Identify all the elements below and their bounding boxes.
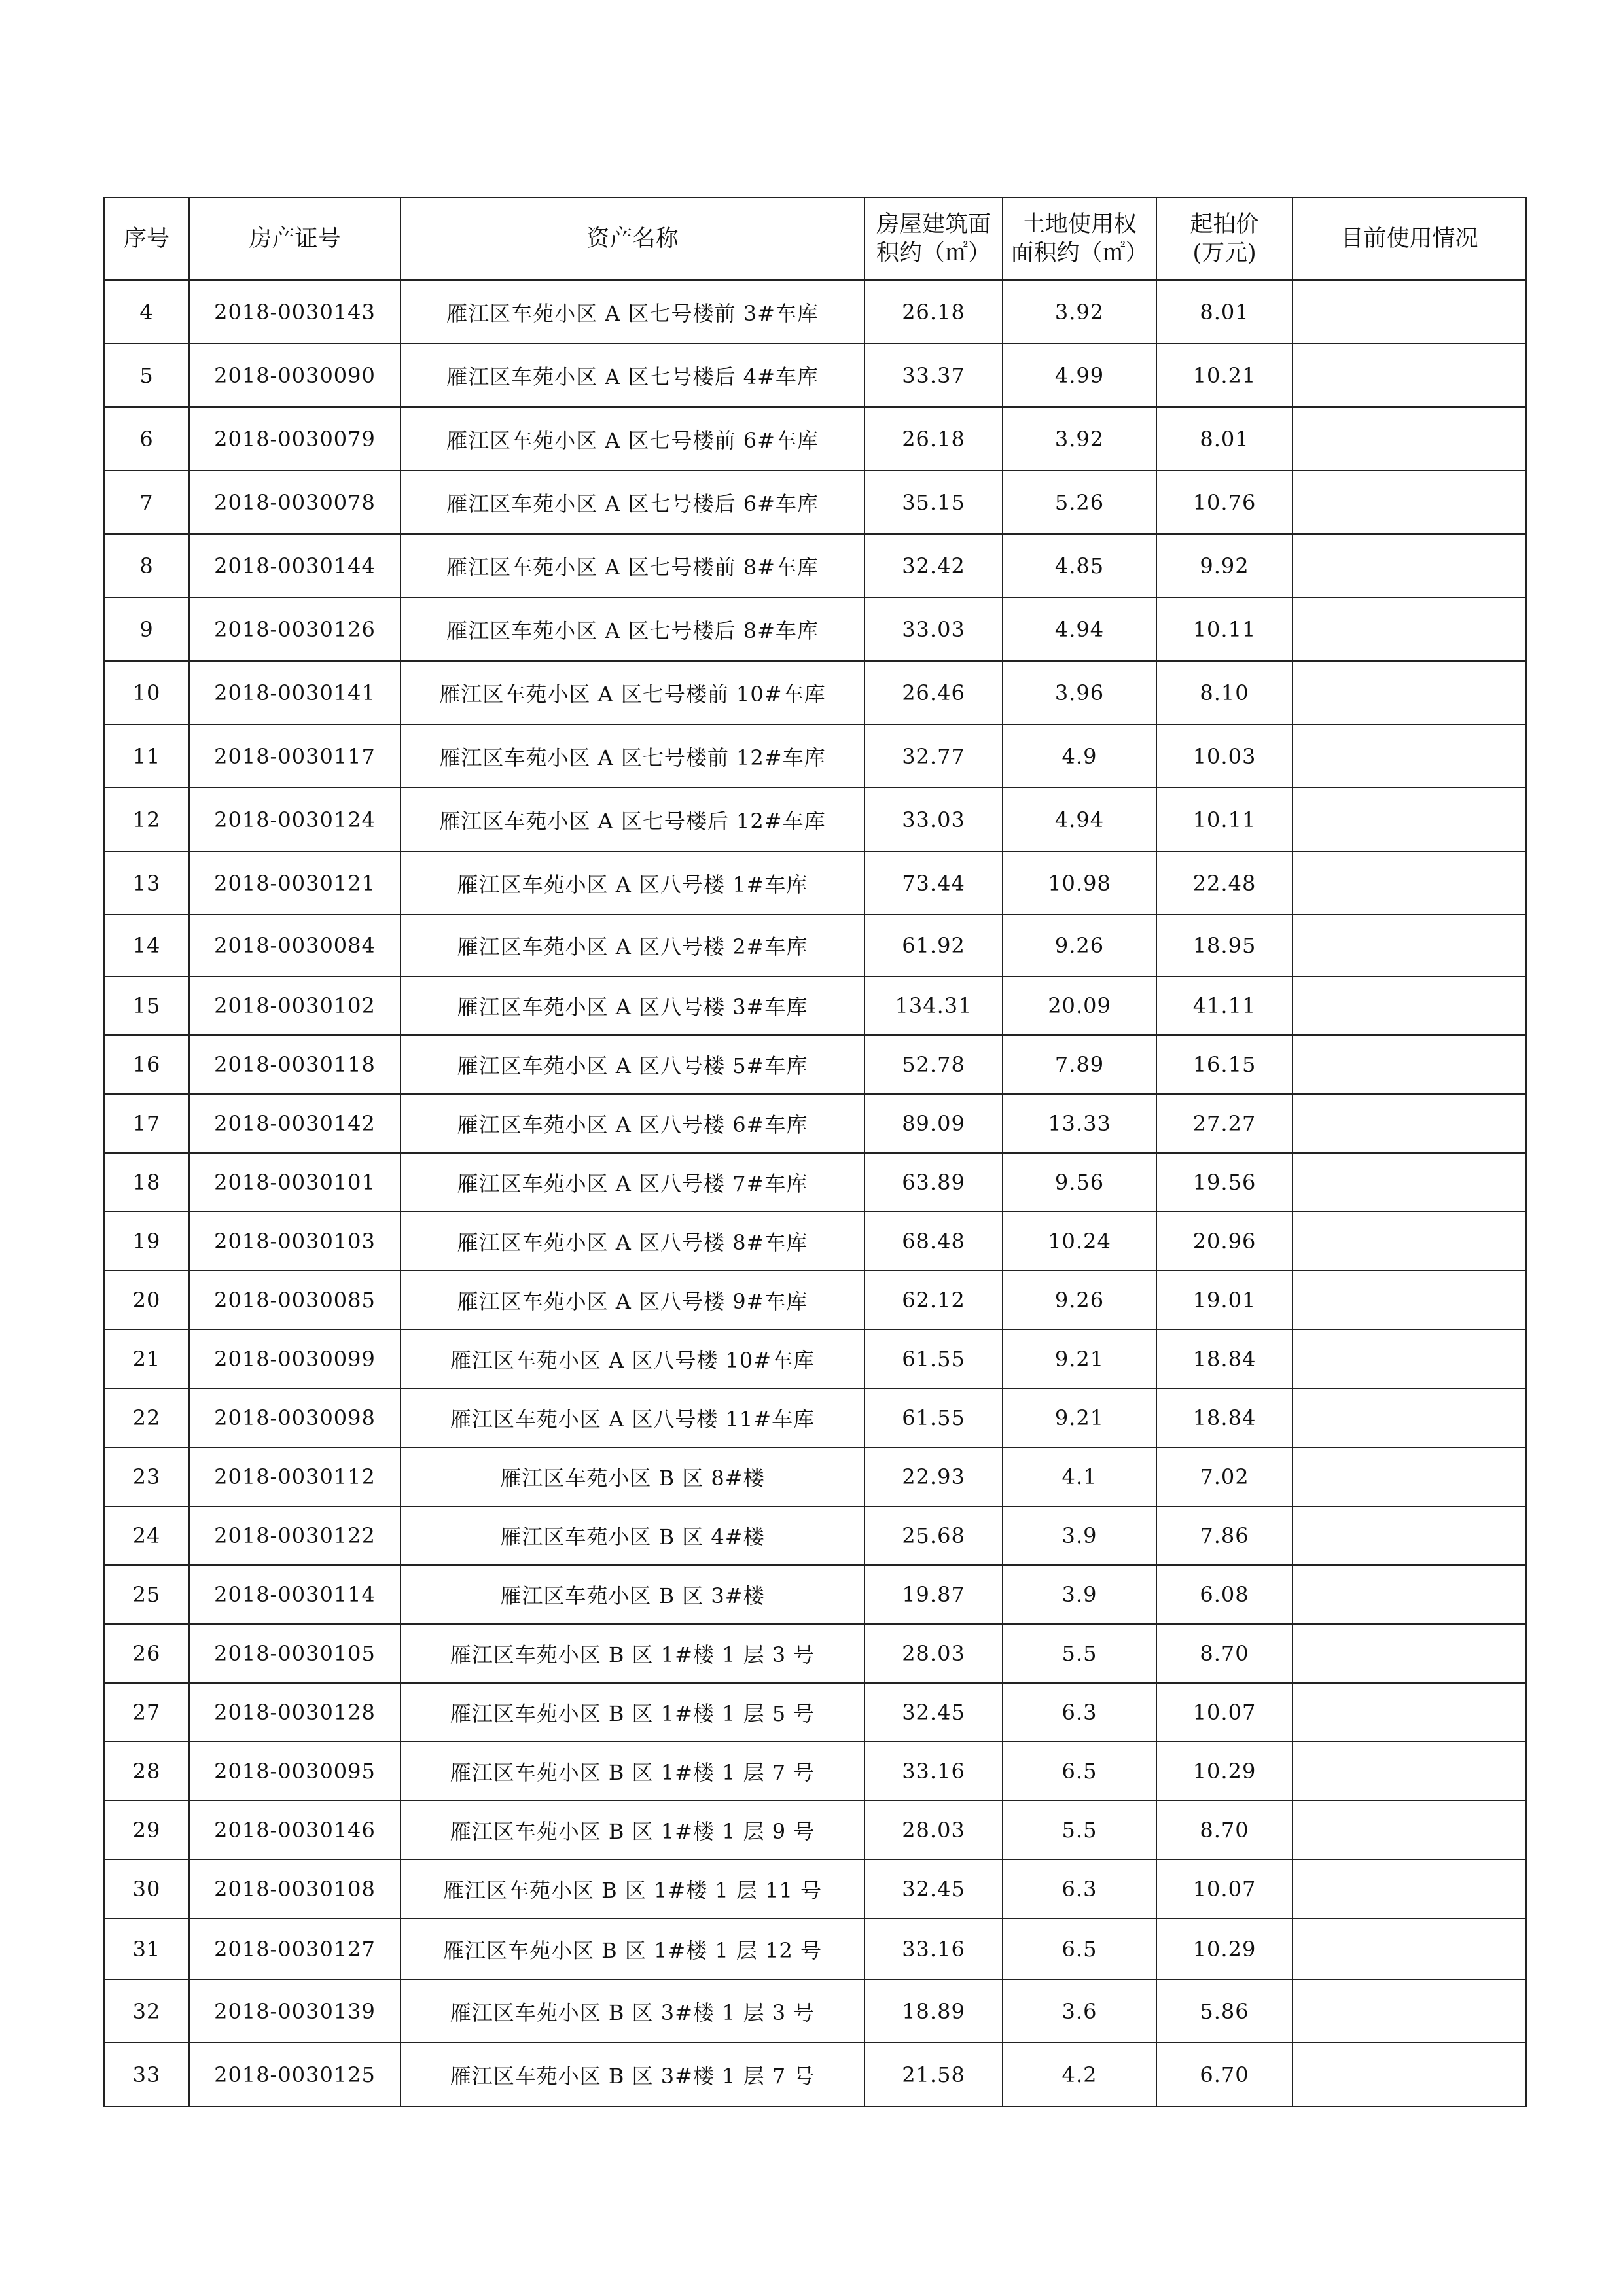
cell-land-area: 3.9 xyxy=(1003,1565,1156,1624)
cell-current-usage xyxy=(1293,597,1526,661)
cell-starting-price: 10.21 xyxy=(1156,344,1293,407)
cell-starting-price: 18.95 xyxy=(1156,915,1293,976)
cell-asset-name: 雁江区车苑小区 A 区八号楼 11#车库 xyxy=(401,1388,865,1447)
header-row xyxy=(104,198,1526,280)
cell-current-usage xyxy=(1293,1153,1526,1212)
cell-cert-number: 2018-0030102 xyxy=(189,976,401,1035)
cell-cert-number: 2018-0030117 xyxy=(189,724,401,788)
cell-starting-price: 10.29 xyxy=(1156,1742,1293,1801)
cell-cert-number: 2018-0030143 xyxy=(189,280,401,344)
cell-seq: 16 xyxy=(104,1035,189,1094)
cell-asset-name: 雁江区车苑小区 B 区 1#楼 1 层 12 号 xyxy=(401,1918,865,1979)
cell-building-area: 26.18 xyxy=(865,280,1003,344)
cell-starting-price: 5.86 xyxy=(1156,1979,1293,2043)
cell-land-area: 9.26 xyxy=(1003,1271,1156,1330)
cell-cert-number: 2018-0030141 xyxy=(189,661,401,724)
table-row xyxy=(104,1330,1526,1388)
cell-seq: 32 xyxy=(104,1979,189,2043)
header-current-usage: 目前使用情况 xyxy=(1293,198,1526,280)
cell-current-usage xyxy=(1293,1388,1526,1447)
cell-seq: 20 xyxy=(104,1271,189,1330)
cell-asset-name: 雁江区车苑小区 A 区七号楼后 12#车库 xyxy=(401,788,865,851)
cell-seq: 19 xyxy=(104,1212,189,1271)
cell-starting-price: 8.01 xyxy=(1156,407,1293,470)
cell-asset-name: 雁江区车苑小区 B 区 8#楼 xyxy=(401,1447,865,1506)
header-seq: 序号 xyxy=(104,198,189,280)
header-starting-price-line2: (万元) xyxy=(1192,240,1257,266)
table-row xyxy=(104,1801,1526,1860)
cell-building-area: 18.89 xyxy=(865,1979,1003,2043)
cell-current-usage xyxy=(1293,534,1526,597)
cell-starting-price: 22.48 xyxy=(1156,851,1293,915)
table-row xyxy=(104,407,1526,470)
cell-asset-name: 雁江区车苑小区 A 区八号楼 5#车库 xyxy=(401,1035,865,1094)
header-land-area-line2: 面积约（㎡） xyxy=(1010,240,1149,266)
cell-seq: 6 xyxy=(104,407,189,470)
header-land-area xyxy=(1003,198,1156,280)
cell-land-area: 5.5 xyxy=(1003,1624,1156,1683)
cell-seq: 18 xyxy=(104,1153,189,1212)
cell-asset-name: 雁江区车苑小区 A 区八号楼 9#车库 xyxy=(401,1271,865,1330)
table-row xyxy=(104,1153,1526,1212)
cell-asset-name: 雁江区车苑小区 A 区八号楼 3#车库 xyxy=(401,976,865,1035)
asset-table xyxy=(103,197,1527,2107)
cell-asset-name: 雁江区车苑小区 B 区 1#楼 1 层 7 号 xyxy=(401,1742,865,1801)
table-row xyxy=(104,976,1526,1035)
cell-cert-number: 2018-0030118 xyxy=(189,1035,401,1094)
cell-starting-price: 41.11 xyxy=(1156,976,1293,1035)
cell-building-area: 61.92 xyxy=(865,915,1003,976)
table-row xyxy=(104,1565,1526,1624)
table-row xyxy=(104,661,1526,724)
cell-building-area: 52.78 xyxy=(865,1035,1003,1094)
table-row xyxy=(104,1742,1526,1801)
cell-building-area: 33.03 xyxy=(865,788,1003,851)
cell-land-area: 9.26 xyxy=(1003,915,1156,976)
cell-cert-number: 2018-0030126 xyxy=(189,597,401,661)
cell-land-area: 6.5 xyxy=(1003,1918,1156,1979)
cell-land-area: 3.9 xyxy=(1003,1506,1156,1565)
cell-asset-name: 雁江区车苑小区 A 区八号楼 8#车库 xyxy=(401,1212,865,1271)
cell-building-area: 73.44 xyxy=(865,851,1003,915)
cell-starting-price: 6.70 xyxy=(1156,2043,1293,2106)
cell-asset-name: 雁江区车苑小区 B 区 1#楼 1 层 5 号 xyxy=(401,1683,865,1742)
cell-cert-number: 2018-0030095 xyxy=(189,1742,401,1801)
cell-building-area: 26.18 xyxy=(865,407,1003,470)
cell-cert-number: 2018-0030125 xyxy=(189,2043,401,2106)
cell-land-area: 7.89 xyxy=(1003,1035,1156,1094)
cell-land-area: 13.33 xyxy=(1003,1094,1156,1153)
cell-current-usage xyxy=(1293,1683,1526,1742)
cell-asset-name: 雁江区车苑小区 A 区七号楼后 4#车库 xyxy=(401,344,865,407)
cell-asset-name: 雁江区车苑小区 A 区七号楼后 8#车库 xyxy=(401,597,865,661)
cell-cert-number: 2018-0030112 xyxy=(189,1447,401,1506)
cell-land-area: 9.21 xyxy=(1003,1388,1156,1447)
cell-starting-price: 7.86 xyxy=(1156,1506,1293,1565)
table-row xyxy=(104,534,1526,597)
cell-building-area: 32.45 xyxy=(865,1860,1003,1918)
cell-cert-number: 2018-0030103 xyxy=(189,1212,401,1271)
cell-seq: 9 xyxy=(104,597,189,661)
cell-asset-name: 雁江区车苑小区 A 区七号楼前 8#车库 xyxy=(401,534,865,597)
table-row xyxy=(104,1683,1526,1742)
cell-land-area: 4.99 xyxy=(1003,344,1156,407)
table-row xyxy=(104,851,1526,915)
cell-building-area: 22.93 xyxy=(865,1447,1003,1506)
cell-land-area: 4.1 xyxy=(1003,1447,1156,1506)
cell-starting-price: 10.07 xyxy=(1156,1860,1293,1918)
cell-current-usage xyxy=(1293,1624,1526,1683)
cell-current-usage xyxy=(1293,1506,1526,1565)
header-starting-price xyxy=(1156,198,1293,280)
cell-seq: 4 xyxy=(104,280,189,344)
header-land-area-line1: 土地使用权 xyxy=(1022,211,1137,238)
cell-land-area: 10.98 xyxy=(1003,851,1156,915)
cell-starting-price: 16.15 xyxy=(1156,1035,1293,1094)
cell-asset-name: 雁江区车苑小区 B 区 3#楼 1 层 3 号 xyxy=(401,1979,865,2043)
cell-land-area: 6.5 xyxy=(1003,1742,1156,1801)
cell-seq: 10 xyxy=(104,661,189,724)
header-cert-number: 房产证号 xyxy=(189,198,401,280)
cell-land-area: 9.21 xyxy=(1003,1330,1156,1388)
cell-current-usage xyxy=(1293,1094,1526,1153)
cell-asset-name: 雁江区车苑小区 A 区七号楼前 10#车库 xyxy=(401,661,865,724)
cell-current-usage xyxy=(1293,407,1526,470)
cell-current-usage xyxy=(1293,1565,1526,1624)
cell-land-area: 6.3 xyxy=(1003,1683,1156,1742)
cell-asset-name: 雁江区车苑小区 B 区 1#楼 1 层 9 号 xyxy=(401,1801,865,1860)
cell-starting-price: 8.10 xyxy=(1156,661,1293,724)
cell-current-usage xyxy=(1293,1801,1526,1860)
cell-current-usage xyxy=(1293,1271,1526,1330)
table-row xyxy=(104,1918,1526,1979)
cell-building-area: 32.45 xyxy=(865,1683,1003,1742)
cell-building-area: 26.46 xyxy=(865,661,1003,724)
cell-building-area: 28.03 xyxy=(865,1624,1003,1683)
cell-current-usage xyxy=(1293,1330,1526,1388)
cell-cert-number: 2018-0030124 xyxy=(189,788,401,851)
cell-starting-price: 7.02 xyxy=(1156,1447,1293,1506)
cell-cert-number: 2018-0030114 xyxy=(189,1565,401,1624)
header-asset-name: 资产名称 xyxy=(401,198,865,280)
cell-land-area: 10.24 xyxy=(1003,1212,1156,1271)
cell-land-area: 3.96 xyxy=(1003,661,1156,724)
cell-building-area: 33.16 xyxy=(865,1918,1003,1979)
cell-asset-name: 雁江区车苑小区 B 区 1#楼 1 层 3 号 xyxy=(401,1624,865,1683)
cell-asset-name: 雁江区车苑小区 A 区七号楼前 3#车库 xyxy=(401,280,865,344)
cell-starting-price: 10.07 xyxy=(1156,1683,1293,1742)
table-row xyxy=(104,344,1526,407)
cell-seq: 8 xyxy=(104,534,189,597)
cell-building-area: 19.87 xyxy=(865,1565,1003,1624)
cell-current-usage xyxy=(1293,2043,1526,2106)
cell-building-area: 134.31 xyxy=(865,976,1003,1035)
cell-asset-name: 雁江区车苑小区 A 区七号楼前 6#车库 xyxy=(401,407,865,470)
cell-seq: 21 xyxy=(104,1330,189,1388)
cell-building-area: 68.48 xyxy=(865,1212,1003,1271)
cell-cert-number: 2018-0030108 xyxy=(189,1860,401,1918)
cell-asset-name: 雁江区车苑小区 A 区八号楼 2#车库 xyxy=(401,915,865,976)
cell-land-area: 4.94 xyxy=(1003,597,1156,661)
cell-seq: 28 xyxy=(104,1742,189,1801)
cell-seq: 25 xyxy=(104,1565,189,1624)
cell-cert-number: 2018-0030121 xyxy=(189,851,401,915)
table-row xyxy=(104,1271,1526,1330)
cell-starting-price: 8.70 xyxy=(1156,1801,1293,1860)
cell-building-area: 21.58 xyxy=(865,2043,1003,2106)
cell-building-area: 32.42 xyxy=(865,534,1003,597)
cell-current-usage xyxy=(1293,1918,1526,1979)
cell-seq: 27 xyxy=(104,1683,189,1742)
cell-asset-name: 雁江区车苑小区 A 区八号楼 1#车库 xyxy=(401,851,865,915)
cell-building-area: 32.77 xyxy=(865,724,1003,788)
cell-seq: 26 xyxy=(104,1624,189,1683)
table-header xyxy=(104,198,1526,280)
header-building-area xyxy=(865,198,1003,280)
cell-current-usage xyxy=(1293,788,1526,851)
table-row xyxy=(104,1388,1526,1447)
cell-asset-name: 雁江区车苑小区 A 区八号楼 6#车库 xyxy=(401,1094,865,1153)
cell-cert-number: 2018-0030099 xyxy=(189,1330,401,1388)
cell-current-usage xyxy=(1293,1035,1526,1094)
cell-seq: 22 xyxy=(104,1388,189,1447)
header-starting-price-line1: 起拍价 xyxy=(1190,211,1259,238)
cell-building-area: 61.55 xyxy=(865,1388,1003,1447)
cell-current-usage xyxy=(1293,915,1526,976)
cell-building-area: 63.89 xyxy=(865,1153,1003,1212)
cell-cert-number: 2018-0030122 xyxy=(189,1506,401,1565)
cell-starting-price: 10.03 xyxy=(1156,724,1293,788)
table-row xyxy=(104,724,1526,788)
cell-starting-price: 18.84 xyxy=(1156,1388,1293,1447)
cell-cert-number: 2018-0030090 xyxy=(189,344,401,407)
cell-asset-name: 雁江区车苑小区 B 区 3#楼 1 层 7 号 xyxy=(401,2043,865,2106)
table-body xyxy=(104,280,1526,2106)
cell-cert-number: 2018-0030085 xyxy=(189,1271,401,1330)
cell-land-area: 4.9 xyxy=(1003,724,1156,788)
cell-building-area: 28.03 xyxy=(865,1801,1003,1860)
cell-cert-number: 2018-0030084 xyxy=(189,915,401,976)
cell-cert-number: 2018-0030146 xyxy=(189,1801,401,1860)
cell-starting-price: 10.76 xyxy=(1156,470,1293,534)
cell-current-usage xyxy=(1293,1979,1526,2043)
cell-starting-price: 10.11 xyxy=(1156,597,1293,661)
cell-current-usage xyxy=(1293,976,1526,1035)
cell-land-area: 6.3 xyxy=(1003,1860,1156,1918)
cell-building-area: 33.03 xyxy=(865,597,1003,661)
cell-current-usage xyxy=(1293,1212,1526,1271)
cell-building-area: 89.09 xyxy=(865,1094,1003,1153)
cell-asset-name: 雁江区车苑小区 A 区八号楼 7#车库 xyxy=(401,1153,865,1212)
header-building-area-line1: 房屋建筑面 xyxy=(876,211,991,238)
cell-starting-price: 19.56 xyxy=(1156,1153,1293,1212)
cell-asset-name: 雁江区车苑小区 B 区 1#楼 1 层 11 号 xyxy=(401,1860,865,1918)
table-row xyxy=(104,1624,1526,1683)
cell-seq: 31 xyxy=(104,1918,189,1979)
cell-land-area: 5.5 xyxy=(1003,1801,1156,1860)
cell-starting-price: 10.11 xyxy=(1156,788,1293,851)
cell-cert-number: 2018-0030139 xyxy=(189,1979,401,2043)
table-row xyxy=(104,597,1526,661)
cell-land-area: 9.56 xyxy=(1003,1153,1156,1212)
cell-starting-price: 19.01 xyxy=(1156,1271,1293,1330)
cell-cert-number: 2018-0030105 xyxy=(189,1624,401,1683)
table-row xyxy=(104,1094,1526,1153)
header-building-area-line2: 积约（㎡） xyxy=(876,240,991,266)
cell-seq: 29 xyxy=(104,1801,189,1860)
cell-current-usage xyxy=(1293,344,1526,407)
cell-current-usage xyxy=(1293,724,1526,788)
cell-asset-name: 雁江区车苑小区 A 区七号楼前 12#车库 xyxy=(401,724,865,788)
cell-starting-price: 18.84 xyxy=(1156,1330,1293,1388)
cell-building-area: 61.55 xyxy=(865,1330,1003,1388)
table-row xyxy=(104,1447,1526,1506)
cell-seq: 12 xyxy=(104,788,189,851)
cell-asset-name: 雁江区车苑小区 A 区八号楼 10#车库 xyxy=(401,1330,865,1388)
cell-seq: 5 xyxy=(104,344,189,407)
cell-current-usage xyxy=(1293,1447,1526,1506)
cell-seq: 11 xyxy=(104,724,189,788)
table-row xyxy=(104,1212,1526,1271)
cell-starting-price: 9.92 xyxy=(1156,534,1293,597)
cell-land-area: 20.09 xyxy=(1003,976,1156,1035)
cell-asset-name: 雁江区车苑小区 A 区七号楼后 6#车库 xyxy=(401,470,865,534)
cell-seq: 13 xyxy=(104,851,189,915)
cell-cert-number: 2018-0030127 xyxy=(189,1918,401,1979)
cell-building-area: 35.15 xyxy=(865,470,1003,534)
cell-land-area: 4.85 xyxy=(1003,534,1156,597)
cell-building-area: 33.37 xyxy=(865,344,1003,407)
cell-seq: 7 xyxy=(104,470,189,534)
cell-starting-price: 10.29 xyxy=(1156,1918,1293,1979)
cell-current-usage xyxy=(1293,1860,1526,1918)
table-row xyxy=(104,788,1526,851)
cell-cert-number: 2018-0030101 xyxy=(189,1153,401,1212)
cell-seq: 30 xyxy=(104,1860,189,1918)
cell-current-usage xyxy=(1293,661,1526,724)
table-row xyxy=(104,280,1526,344)
cell-building-area: 25.68 xyxy=(865,1506,1003,1565)
cell-starting-price: 27.27 xyxy=(1156,1094,1293,1153)
table-row xyxy=(104,2043,1526,2106)
asset-list-sheet xyxy=(103,197,1527,2107)
cell-land-area: 4.94 xyxy=(1003,788,1156,851)
table-row xyxy=(104,1506,1526,1565)
cell-land-area: 3.6 xyxy=(1003,1979,1156,2043)
cell-seq: 15 xyxy=(104,976,189,1035)
cell-seq: 23 xyxy=(104,1447,189,1506)
cell-cert-number: 2018-0030078 xyxy=(189,470,401,534)
cell-starting-price: 8.70 xyxy=(1156,1624,1293,1683)
cell-cert-number: 2018-0030079 xyxy=(189,407,401,470)
cell-cert-number: 2018-0030142 xyxy=(189,1094,401,1153)
cell-cert-number: 2018-0030128 xyxy=(189,1683,401,1742)
table-row xyxy=(104,470,1526,534)
cell-seq: 24 xyxy=(104,1506,189,1565)
cell-land-area: 3.92 xyxy=(1003,407,1156,470)
cell-seq: 17 xyxy=(104,1094,189,1153)
table-row xyxy=(104,915,1526,976)
cell-seq: 14 xyxy=(104,915,189,976)
table-row xyxy=(104,1860,1526,1918)
cell-seq: 33 xyxy=(104,2043,189,2106)
cell-current-usage xyxy=(1293,851,1526,915)
cell-current-usage xyxy=(1293,470,1526,534)
cell-land-area: 4.2 xyxy=(1003,2043,1156,2106)
table-row xyxy=(104,1979,1526,2043)
cell-starting-price: 20.96 xyxy=(1156,1212,1293,1271)
cell-cert-number: 2018-0030098 xyxy=(189,1388,401,1447)
cell-building-area: 62.12 xyxy=(865,1271,1003,1330)
table-row xyxy=(104,1035,1526,1094)
cell-starting-price: 8.01 xyxy=(1156,280,1293,344)
cell-current-usage xyxy=(1293,1742,1526,1801)
cell-building-area: 33.16 xyxy=(865,1742,1003,1801)
cell-current-usage xyxy=(1293,280,1526,344)
cell-land-area: 3.92 xyxy=(1003,280,1156,344)
cell-asset-name: 雁江区车苑小区 B 区 3#楼 xyxy=(401,1565,865,1624)
cell-cert-number: 2018-0030144 xyxy=(189,534,401,597)
cell-asset-name: 雁江区车苑小区 B 区 4#楼 xyxy=(401,1506,865,1565)
cell-starting-price: 6.08 xyxy=(1156,1565,1293,1624)
cell-land-area: 5.26 xyxy=(1003,470,1156,534)
